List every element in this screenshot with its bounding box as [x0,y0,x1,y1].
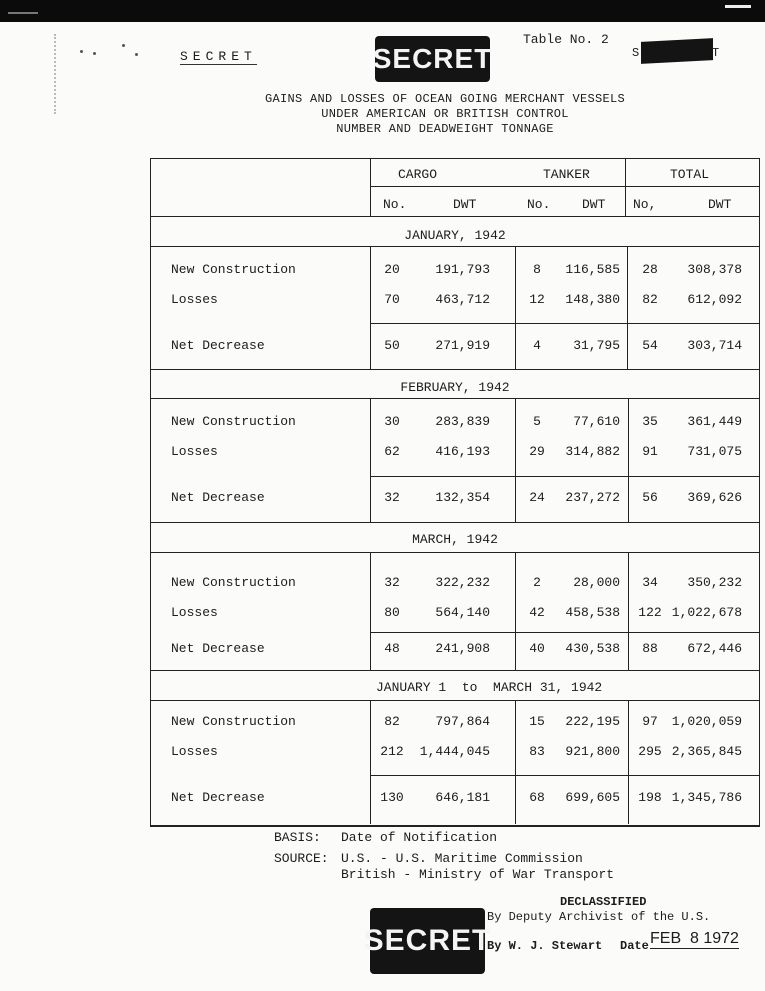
section-rule [150,700,760,701]
net-rule [370,632,760,633]
header-rule [370,186,760,187]
tanker-dwt-cell: 31,795 [573,338,620,353]
secret-marking-right-end: T [712,46,720,60]
basis-value: Date of Notification [341,830,498,845]
column-rule [515,398,516,522]
cargo-no-cell: 32 [384,490,400,505]
total-no-cell: 198 [638,790,662,805]
column-header-cargo-dwt: DWT [453,197,477,212]
total-dwt-cell: 2,365,845 [671,744,742,759]
cargo-no-cell: 30 [384,414,400,429]
tanker-dwt-cell: 458,538 [565,605,620,620]
source-line-british: British - Ministry of War Transport [341,867,615,882]
total-no-cell: 97 [642,714,658,729]
cargo-no-cell: 82 [384,714,400,729]
cargo-no-cell: 212 [380,744,404,759]
column-header-total: TOTAL [670,167,710,182]
column-rule [627,246,628,369]
total-dwt-cell: 1,345,786 [671,790,742,805]
tanker-dwt-cell: 699,605 [565,790,620,805]
source-label: SOURCE: [274,851,329,866]
row-label: New Construction [171,714,296,729]
section-heading-march: MARCH, 1942 [412,532,498,547]
section-rule [150,246,760,247]
column-rule [515,246,516,369]
tanker-no-cell: 15 [529,714,545,729]
total-no-cell: 122 [638,605,662,620]
tanker-no-cell: 4 [533,338,541,353]
column-rule [370,700,371,824]
total-dwt-cell: 672,446 [687,641,742,656]
cargo-no-cell: 48 [384,641,400,656]
column-rule [370,246,371,369]
total-no-cell: 56 [642,490,658,505]
secret-marking-right-start: S [632,46,640,60]
declassified-label: DECLASSIFIED [560,895,647,909]
column-rule [628,552,629,670]
tanker-dwt-cell: 222,195 [565,714,620,729]
row-label: Net Decrease [171,338,265,353]
cargo-no-cell: 62 [384,444,400,459]
total-dwt-cell: 361,449 [687,414,742,429]
tanker-dwt-cell: 148,380 [565,292,620,307]
net-rule [370,323,760,324]
row-label: New Construction [171,414,296,429]
scan-speck [80,50,83,53]
declassified-authority: By Deputy Archivist of the U.S. [487,910,711,924]
title-line-1: GAINS AND LOSSES OF OCEAN GOING MERCHANT VESSELS [264,92,626,106]
secret-marking: SECRET [180,49,257,64]
declassified-date: FEB 8 1972 [650,930,739,947]
scan-speck [135,53,138,56]
row-label: Net Decrease [171,790,265,805]
cargo-dwt-cell: 271,919 [435,338,490,353]
cargo-no-cell: 80 [384,605,400,620]
header-bottom-rule [150,216,760,217]
source-line-us: U.S. - U.S. Maritime Commission [341,851,583,866]
cargo-no-cell: 50 [384,338,400,353]
column-header-tanker-no: No. [527,197,551,212]
column-rule [515,700,516,824]
total-dwt-cell: 731,075 [687,444,742,459]
tanker-no-cell: 8 [533,262,541,277]
section-rule [150,670,760,671]
row-label: Losses [171,605,218,620]
column-rule [625,158,626,216]
column-header-cargo-no: No. [383,197,407,212]
total-dwt-cell: 1,022,678 [671,605,742,620]
table-number: Table No. 2 [523,32,609,47]
row-label: Losses [171,744,218,759]
total-no-cell: 91 [642,444,658,459]
tanker-dwt-cell: 237,272 [565,490,620,505]
column-header-tanker-dwt: DWT [582,197,606,212]
net-rule [370,476,760,477]
total-no-cell: 295 [638,744,662,759]
column-header-total-no: No, [633,197,657,212]
total-dwt-cell: 308,378 [687,262,742,277]
cargo-dwt-cell: 132,354 [435,490,490,505]
column-rule [515,552,516,670]
cargo-dwt-cell: 797,864 [435,714,490,729]
column-rule [370,398,371,522]
total-no-cell: 82 [642,292,658,307]
section-rule [150,369,760,370]
cargo-dwt-cell: 322,232 [435,575,490,590]
scan-artifact [725,5,751,8]
section-heading-quarter: JANUARY 1 to MARCH 31, 1942 [376,680,603,695]
column-header-total-dwt: DWT [708,197,732,212]
secret-stamp: SECRET [375,36,490,82]
column-header-cargo: CARGO [398,167,438,182]
basis-label: BASIS: [274,830,321,845]
total-no-cell: 28 [642,262,658,277]
tanker-no-cell: 29 [529,444,545,459]
tanker-no-cell: 12 [529,292,545,307]
cargo-no-cell: 32 [384,575,400,590]
tanker-dwt-cell: 116,585 [565,262,620,277]
net-rule [370,775,760,776]
total-no-cell: 54 [642,338,658,353]
cargo-dwt-cell: 463,712 [435,292,490,307]
column-rule [628,398,629,522]
scan-speck [122,44,125,47]
cargo-dwt-cell: 283,839 [435,414,490,429]
tanker-no-cell: 68 [529,790,545,805]
cargo-dwt-cell: 646,181 [435,790,490,805]
tanker-no-cell: 40 [529,641,545,656]
tanker-no-cell: 5 [533,414,541,429]
total-dwt-cell: 1,020,059 [671,714,742,729]
cargo-no-cell: 130 [380,790,404,805]
tanker-dwt-cell: 430,538 [565,641,620,656]
total-dwt-cell: 350,232 [687,575,742,590]
cargo-no-cell: 20 [384,262,400,277]
tanker-dwt-cell: 77,610 [573,414,620,429]
total-dwt-cell: 303,714 [687,338,742,353]
row-label: Net Decrease [171,641,265,656]
secret-stamp-bottom: SECRET [370,908,485,974]
cargo-no-cell: 70 [384,292,400,307]
declassified-name: By W. J. Stewart [487,939,603,953]
tanker-no-cell: 24 [529,490,545,505]
section-rule [150,552,760,553]
redaction-bar [641,38,713,64]
row-label: Losses [171,444,218,459]
section-rule [150,398,760,399]
row-label: Losses [171,292,218,307]
section-heading-february: FEBRUARY, 1942 [400,380,510,395]
total-no-cell: 34 [642,575,658,590]
tanker-dwt-cell: 921,800 [565,744,620,759]
column-header-tanker: TANKER [543,167,590,182]
column-rule [370,158,371,216]
title-line-2: UNDER AMERICAN OR BRITISH CONTROL [321,107,569,121]
section-rule [150,522,760,523]
row-label: Net Decrease [171,490,265,505]
tanker-dwt-cell: 28,000 [573,575,620,590]
tanker-no-cell: 83 [529,744,545,759]
scan-speck [93,52,96,55]
cargo-dwt-cell: 1,444,045 [419,744,490,759]
scan-top-edge [0,0,765,22]
declassified-date-label: Date [620,939,649,953]
total-dwt-cell: 612,092 [687,292,742,307]
cargo-dwt-cell: 241,908 [435,641,490,656]
total-no-cell: 35 [642,414,658,429]
cargo-dwt-cell: 416,193 [435,444,490,459]
tanker-no-cell: 2 [533,575,541,590]
total-no-cell: 88 [642,641,658,656]
title-line-3: NUMBER AND DEADWEIGHT TONNAGE [336,122,554,136]
row-label: New Construction [171,262,296,277]
tanker-dwt-cell: 314,882 [565,444,620,459]
column-rule [628,700,629,824]
row-label: New Construction [171,575,296,590]
scan-artifact [8,12,38,14]
column-rule [370,552,371,670]
cargo-dwt-cell: 191,793 [435,262,490,277]
total-dwt-cell: 369,626 [687,490,742,505]
section-heading-january: JANUARY, 1942 [404,228,506,243]
cargo-dwt-cell: 564,140 [435,605,490,620]
tanker-no-cell: 42 [529,605,545,620]
